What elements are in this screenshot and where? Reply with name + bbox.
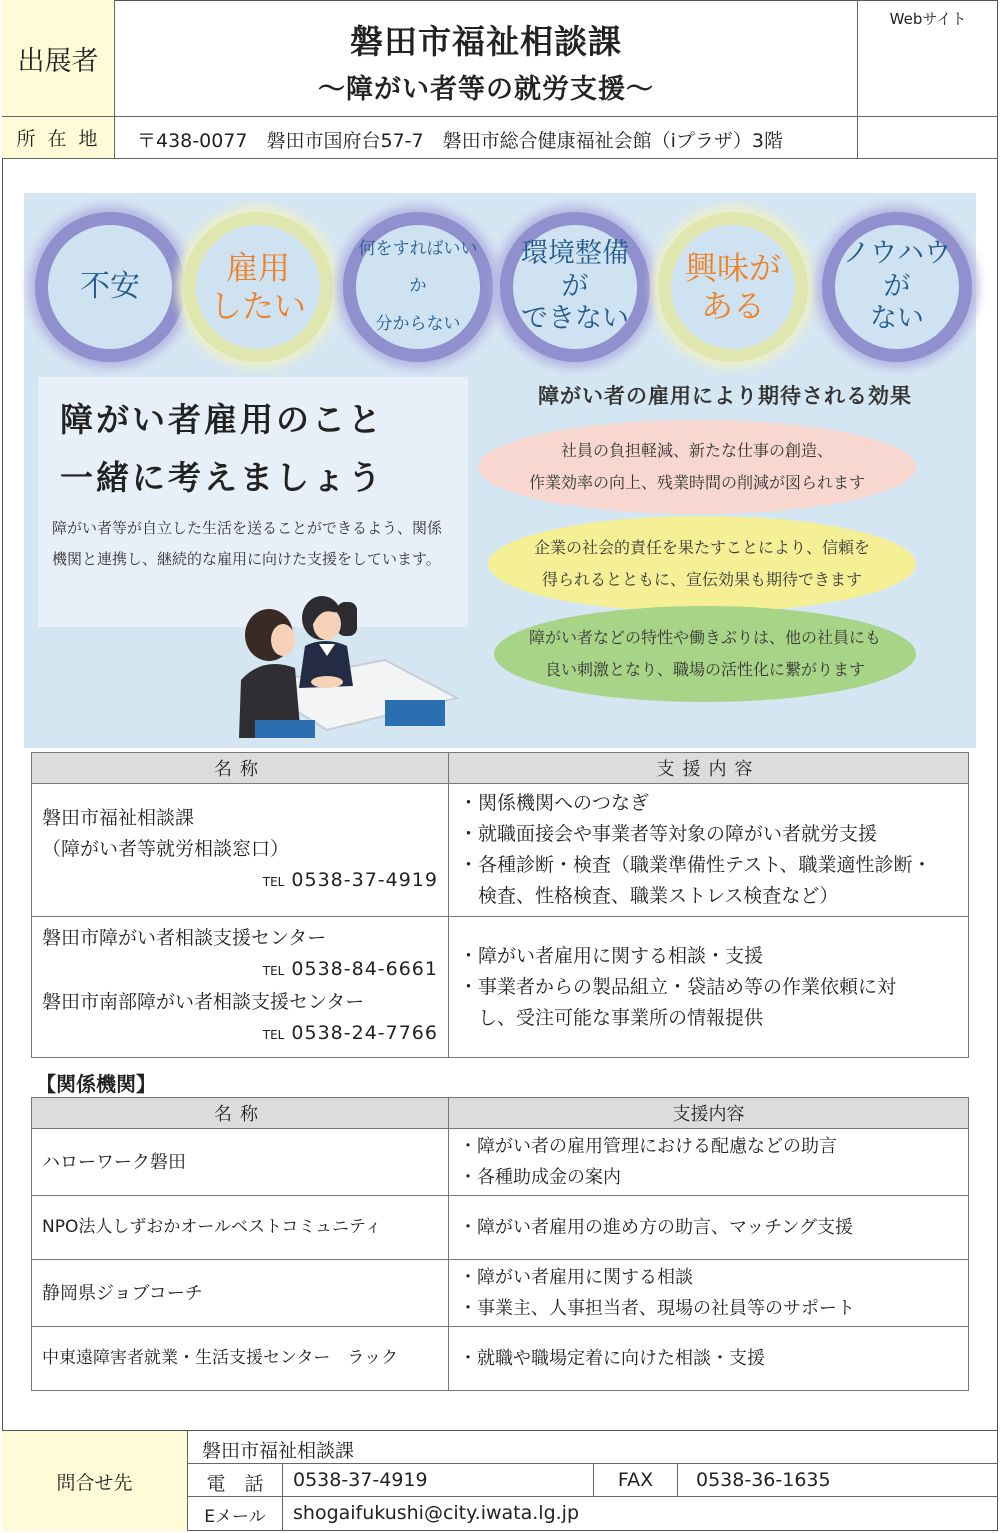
row-name-cell: 中東遠障害者就業・生活支援センター ラック xyxy=(32,1327,449,1391)
effect-1-line1: 社員の負担軽減、新たな仕事の創造、 xyxy=(560,441,833,460)
col-content-header: 支援内容 xyxy=(449,1098,969,1129)
list-item: ・就職面接会や事業者等対象の障がい者就労支援 xyxy=(459,823,878,845)
tel-value: 0538-24-7766 xyxy=(291,1022,438,1044)
list-item: ・関係機関へのつなぎ xyxy=(459,792,650,814)
title-sub: ～障がい者等の就労支援～ xyxy=(318,74,654,105)
phone-value: 0538-37-4919 xyxy=(293,1469,428,1491)
phone-label: 電 話 xyxy=(188,1464,283,1497)
tel-value: 0538-84-6661 xyxy=(291,958,438,980)
list-item: ・障がい者雇用の進め方の助言、マッチング支援 xyxy=(459,1217,854,1238)
list-item: ・事業者からの製品組立・袋詰め等の作業依頼に対 xyxy=(459,975,897,998)
contact-email-row xyxy=(188,1497,998,1530)
row-content-cell xyxy=(449,1196,969,1260)
email-label: Eメール xyxy=(188,1497,283,1530)
tel-label: TEL xyxy=(262,874,285,889)
contact-label: 問合せ先 xyxy=(2,1431,188,1531)
phone-number xyxy=(42,954,438,987)
effect-3-line2: 良い刺激となり、職場の活性化に繋がります xyxy=(544,660,865,679)
phone-number xyxy=(42,1018,438,1051)
bubble-text: したい xyxy=(209,287,306,325)
related-table xyxy=(31,1097,969,1391)
row-name-cell xyxy=(32,784,449,917)
table-row xyxy=(32,1260,969,1327)
bubble-text: 興味が xyxy=(684,248,781,287)
list-item: ・障がい者雇用に関する相談・支援 xyxy=(459,944,764,967)
table-row xyxy=(32,1196,969,1260)
row-name-cell: NPO法人しずおかオールベストコミュニティ xyxy=(32,1196,449,1260)
table-row xyxy=(32,1327,969,1391)
row-name-cell xyxy=(32,917,449,1058)
exhibitor-label: 出展者 xyxy=(2,0,115,117)
org-name: 磐田市福祉相談課 xyxy=(42,806,195,829)
effect-3-line1: 障がい者などの特性や働きぶりは、他の社員にも xyxy=(528,628,881,647)
effect-2-line2: 得られるとともに、宣伝効果も期待できます xyxy=(541,570,862,589)
location-spacer xyxy=(858,117,998,159)
related-heading: 【関係機関】 xyxy=(36,1072,156,1096)
list-item: し、受注可能な事業所の情報提供 xyxy=(459,1006,764,1029)
bubble-text: 何をすればいいか xyxy=(358,238,478,297)
callout-heading-line2: 一緒に考えましょう xyxy=(60,458,384,497)
concern-bubble xyxy=(658,212,808,362)
row-content-cell xyxy=(449,784,969,917)
col-name-header: 名称 xyxy=(32,753,449,784)
tel-label: TEL xyxy=(262,964,285,978)
row-content-cell xyxy=(449,917,969,1058)
bubble-text: 不安 xyxy=(80,269,140,304)
fax-label: FAX xyxy=(593,1464,678,1497)
list-item: ・各種助成金の案内 xyxy=(459,1167,621,1188)
concern-bubble xyxy=(822,212,972,362)
concern-bubble xyxy=(343,212,493,362)
page-title xyxy=(115,0,858,117)
email-link[interactable]: shogaifukushi@city.iwata.lg.jp xyxy=(293,1502,580,1524)
contact-section xyxy=(2,1430,998,1531)
website-link[interactable]: Webサイト xyxy=(858,0,998,117)
bubble-text: ノウハウが xyxy=(843,238,951,302)
table-header-row xyxy=(32,753,969,784)
tel-label: TEL xyxy=(262,1028,285,1042)
effects-title: 障がい者の雇用により期待される効果 xyxy=(538,384,912,408)
col-name-header: 名称 xyxy=(32,1098,449,1129)
bubble-text: ない xyxy=(870,303,924,335)
org-name: 磐田市障がい者相談支援センター xyxy=(42,927,327,949)
row-content-cell xyxy=(449,1327,969,1391)
effect-item-1 xyxy=(478,420,916,514)
list-item: 検査、性格検査、職業ストレス検査など） xyxy=(459,885,839,907)
tel-value: 0538-37-4919 xyxy=(291,868,438,891)
concern-bubble xyxy=(183,212,333,362)
effect-item-2 xyxy=(488,516,916,612)
concern-bubble xyxy=(500,212,650,362)
org-subname: （障がい者等就労相談窓口） xyxy=(42,837,290,860)
table-row xyxy=(32,784,969,917)
address: 〒438-0077 磐田市国府台57-7 磐田市総合健康福祉会館（iプラザ）3階 xyxy=(115,117,858,159)
contact-phone-row xyxy=(188,1464,998,1497)
list-item: ・事業主、人事担当者、現場の社員等のサポート xyxy=(459,1298,855,1319)
consultation-illustration xyxy=(235,590,465,740)
fax-value: 0538-36-1635 xyxy=(696,1469,831,1491)
list-item: ・就職や職場定着に向けた相談・支援 xyxy=(459,1348,765,1369)
col-content-header: 支援内容 xyxy=(449,753,969,784)
row-name-cell: 静岡県ジョブコーチ xyxy=(32,1260,449,1327)
row-content-cell xyxy=(449,1260,969,1327)
bubble-text: ある xyxy=(700,287,765,325)
callout-heading xyxy=(38,377,468,507)
contact-org-row xyxy=(188,1431,998,1464)
table-row xyxy=(32,1129,969,1196)
effect-item-3 xyxy=(494,606,916,702)
contact-org: 磐田市福祉相談課 xyxy=(202,1440,355,1462)
list-item: ・障がい者の雇用管理における配慮などの助言 xyxy=(459,1136,837,1157)
list-item: ・各種診断・検査（職業準備性テスト、職業適性診断・ xyxy=(459,854,932,876)
title-main: 磐田市福祉相談課 xyxy=(350,22,622,61)
concern-bubble xyxy=(35,212,185,362)
row-name-cell: ハローワーク磐田 xyxy=(32,1129,449,1196)
row-content-cell xyxy=(449,1129,969,1196)
bubble-text: 分からない xyxy=(375,313,461,334)
support-table xyxy=(31,752,969,1058)
phone-number xyxy=(42,865,438,898)
effect-1-line2: 作業効率の向上、残業時間の削減が図られます xyxy=(528,473,865,492)
callout-body: 障がい者等が自立した生活を送ることができるよう、関係機関と連携し、継続的な雇用に向けた支援をしています。 xyxy=(52,519,443,568)
effect-2-line1: 企業の社会的責任を果たすことにより、信頼を xyxy=(533,538,870,557)
bubble-text: できない xyxy=(521,303,629,335)
bubble-text: 雇用 xyxy=(225,248,290,287)
bubble-text: 環境整備が xyxy=(521,238,629,302)
table-row xyxy=(32,917,969,1058)
org-name: 磐田市南部障がい者相談支援センター xyxy=(42,991,365,1013)
table-header-row xyxy=(32,1098,969,1129)
list-item: ・障がい者雇用に関する相談 xyxy=(459,1267,693,1288)
callout-heading-line1: 障がい者雇用のこと xyxy=(60,400,384,439)
location-label: 所在地 xyxy=(2,117,115,159)
